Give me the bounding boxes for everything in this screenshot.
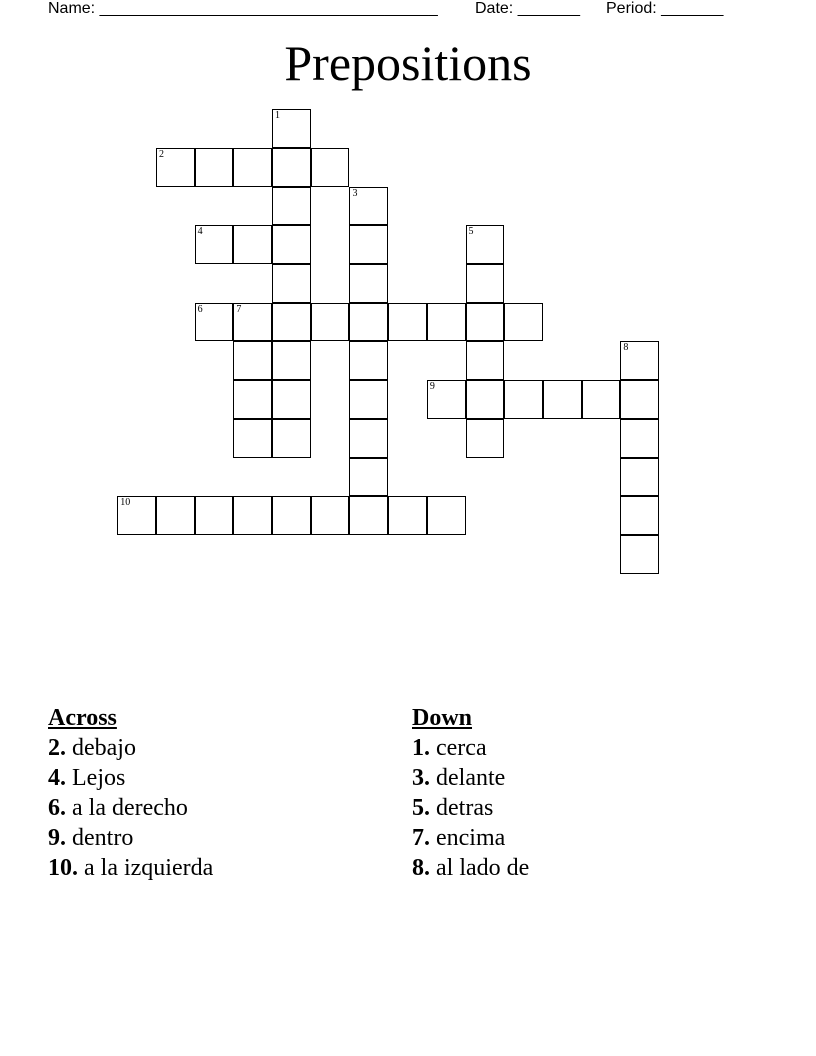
crossword-cell[interactable] — [349, 380, 388, 419]
crossword-cell[interactable] — [582, 380, 621, 419]
clue-number: 8. — [412, 855, 430, 881]
clue-number: 7. — [412, 825, 430, 851]
clue-text: al lado de — [436, 855, 530, 881]
crossword-cell[interactable] — [504, 303, 543, 342]
clue-number: 9. — [48, 825, 66, 851]
period-field[interactable]: Period: _______ — [606, 0, 724, 17]
clue-number-label: 9 — [429, 381, 435, 393]
clue-number: 1. — [412, 735, 430, 761]
crossword-cell[interactable] — [620, 341, 659, 380]
clue-number: 6. — [48, 795, 66, 821]
crossword-cell[interactable] — [427, 380, 466, 419]
crossword-cell[interactable] — [466, 341, 505, 380]
clue-number-label: 4 — [197, 226, 203, 238]
crossword-cell[interactable] — [233, 303, 272, 342]
across-clues — [48, 703, 213, 883]
crossword-cell[interactable] — [195, 225, 234, 264]
down-clue-list — [412, 733, 529, 883]
clue-text: debajo — [72, 735, 136, 761]
clue-number-label: 7 — [236, 303, 242, 315]
clue-item — [412, 853, 529, 883]
clue-number: 10. — [48, 855, 78, 881]
crossword-cell[interactable] — [349, 264, 388, 303]
clue-number-label: 10 — [120, 497, 131, 509]
crossword-cell[interactable] — [388, 303, 427, 342]
crossword-cell[interactable] — [117, 496, 156, 535]
clue-number: 3. — [412, 765, 430, 791]
clue-number-label: 3 — [352, 187, 358, 199]
crossword-cell[interactable] — [272, 380, 311, 419]
clue-text: Lejos — [72, 765, 126, 791]
crossword-cell[interactable] — [272, 341, 311, 380]
crossword-cell[interactable] — [272, 148, 311, 187]
clue-number: 4. — [48, 765, 66, 791]
name-field[interactable]: Name: ______________________________________ — [48, 0, 438, 17]
across-clue-list — [48, 733, 213, 883]
crossword-cell[interactable] — [272, 303, 311, 342]
crossword-cell[interactable] — [427, 496, 466, 535]
date-field[interactable]: Date: _______ — [475, 0, 580, 17]
crossword-cell[interactable] — [388, 496, 427, 535]
page-title: Prepositions — [284, 35, 532, 91]
crossword-cell[interactable] — [349, 225, 388, 264]
crossword-cell[interactable] — [156, 496, 195, 535]
crossword-cell[interactable] — [466, 303, 505, 342]
clue-item — [412, 733, 529, 763]
clue-number-label: 1 — [275, 110, 281, 122]
clue-item — [48, 763, 213, 793]
clue-item — [412, 793, 529, 823]
crossword-cell[interactable] — [311, 148, 350, 187]
crossword-cell[interactable] — [272, 187, 311, 226]
crossword-cell[interactable] — [272, 496, 311, 535]
clue-number-label: 5 — [468, 226, 474, 238]
clue-text: detras — [436, 795, 494, 821]
crossword-cell[interactable] — [349, 187, 388, 226]
crossword-cell[interactable] — [543, 380, 582, 419]
crossword-cell[interactable] — [466, 380, 505, 419]
clue-number-label: 8 — [623, 342, 629, 354]
crossword-cell[interactable] — [504, 380, 543, 419]
clue-text: a la izquierda — [84, 855, 214, 881]
crossword-cell[interactable] — [620, 535, 659, 574]
clue-number-label: 6 — [197, 303, 203, 315]
crossword-cell[interactable] — [466, 225, 505, 264]
crossword-cell[interactable] — [466, 264, 505, 303]
crossword-cell[interactable] — [233, 380, 272, 419]
clue-item — [48, 853, 213, 883]
crossword-cell[interactable] — [349, 303, 388, 342]
clue-item — [48, 733, 213, 763]
crossword-cell[interactable] — [311, 303, 350, 342]
crossword-cell[interactable] — [233, 341, 272, 380]
crossword-cell[interactable] — [233, 148, 272, 187]
crossword-cell[interactable] — [349, 458, 388, 497]
clue-text: dentro — [72, 825, 134, 851]
down-heading: Down — [412, 705, 473, 731]
crossword-cell[interactable] — [233, 496, 272, 535]
clue-text: cerca — [436, 735, 487, 761]
crossword-cell[interactable] — [272, 419, 311, 458]
crossword-cell[interactable] — [195, 148, 234, 187]
crossword-cell[interactable] — [349, 496, 388, 535]
down-clues — [412, 703, 529, 883]
crossword-cell[interactable] — [272, 225, 311, 264]
crossword-cell[interactable] — [620, 419, 659, 458]
crossword-cell[interactable] — [311, 496, 350, 535]
clue-number-label: 2 — [158, 148, 164, 160]
crossword-cell[interactable] — [349, 419, 388, 458]
crossword-cell[interactable] — [349, 341, 388, 380]
clue-item — [48, 793, 213, 823]
crossword-cell[interactable] — [233, 225, 272, 264]
crossword-cell[interactable] — [620, 496, 659, 535]
crossword-cell[interactable] — [195, 496, 234, 535]
clue-number: 2. — [48, 735, 66, 761]
crossword-cell[interactable] — [233, 419, 272, 458]
clue-item — [412, 823, 529, 853]
crossword-cell[interactable] — [272, 264, 311, 303]
crossword-cell[interactable] — [427, 303, 466, 342]
clue-text: encima — [436, 825, 506, 851]
crossword-cell[interactable] — [195, 303, 234, 342]
clue-text: a la derecho — [72, 795, 188, 821]
clue-text: delante — [436, 765, 506, 791]
clue-item — [412, 763, 529, 793]
crossword-cell[interactable] — [620, 458, 659, 497]
crossword-cell[interactable] — [620, 380, 659, 419]
crossword-cell[interactable] — [272, 109, 311, 148]
crossword-cell[interactable] — [156, 148, 195, 187]
crossword-cell[interactable] — [466, 419, 505, 458]
clue-number: 5. — [412, 795, 430, 821]
across-heading: Across — [48, 705, 117, 731]
clue-item — [48, 823, 213, 853]
